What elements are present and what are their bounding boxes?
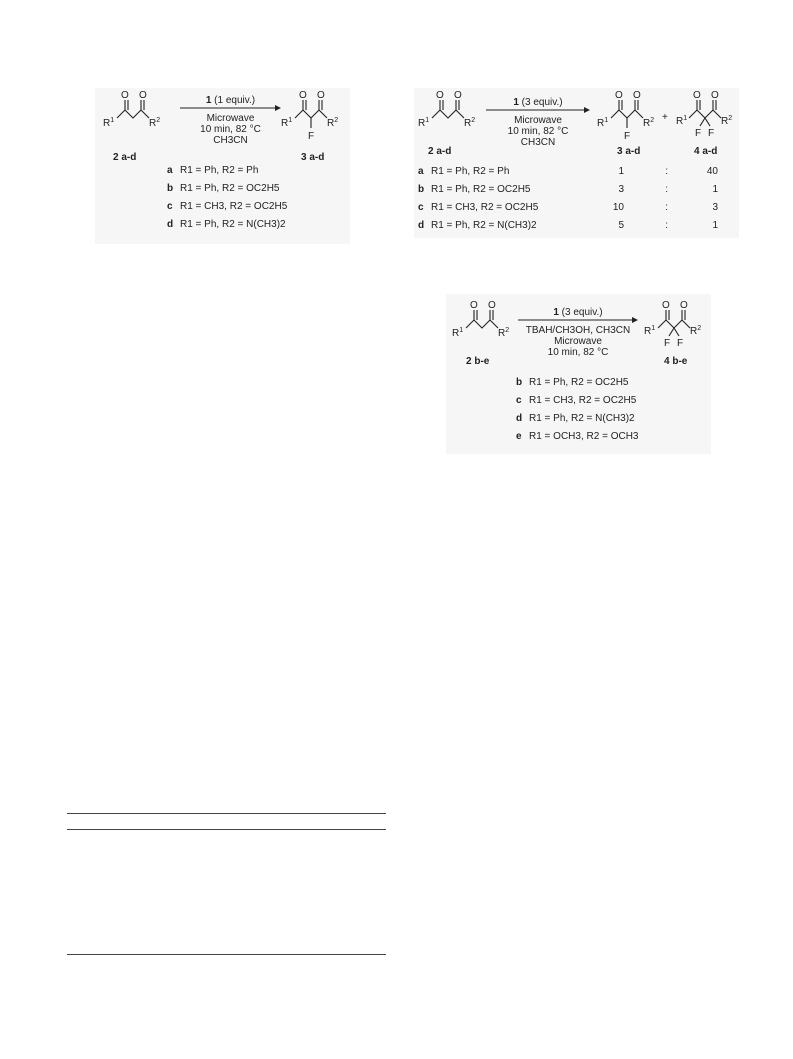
r2-label: $R^2$	[149, 117, 161, 129]
ratio-4: 3	[712, 202, 718, 213]
ratio-3: 10	[612, 202, 624, 213]
r2-label: $R^2$	[721, 115, 733, 127]
scheme-3	[446, 294, 711, 454]
substituent-row: c R1 = CH3, R2 = OC2H5 10 : 3	[418, 199, 734, 217]
oxygen-atom: O	[299, 90, 307, 101]
r1-label: $R^1$	[418, 117, 430, 129]
ratio-separator: :	[665, 220, 668, 231]
ratio-3: 5	[618, 220, 624, 231]
oxygen-atom: O	[317, 90, 325, 101]
ratio-separator: :	[665, 202, 668, 213]
oxygen-atom: O	[470, 300, 478, 311]
oxygen-atom: O	[454, 90, 462, 101]
starting-diketone-2a-d	[103, 90, 160, 129]
substituent-ratio-list	[418, 163, 734, 235]
compound-label-4a-d: 4 a-d	[694, 146, 718, 157]
fluorine-atom: F	[695, 128, 702, 139]
substituent-row: d R1 = Ph, R2 = N(CH3)2	[516, 413, 635, 424]
monofluoro-product-3a-d	[597, 90, 654, 142]
substituent-row: c R1 = CH3, R2 = OC2H5	[167, 201, 288, 212]
condition-line: 10 min, 82 °C	[547, 347, 609, 358]
scheme-1	[95, 88, 350, 244]
condition-line: CH3CN	[520, 137, 556, 148]
oxygen-atom: O	[436, 90, 444, 101]
table-top-rule	[67, 813, 386, 814]
reaction-conditions	[512, 325, 644, 358]
substituent-row: c R1 = CH3, R2 = OC2H5	[516, 395, 637, 406]
fluorine-atom: F	[664, 338, 671, 349]
table-header-rule	[67, 829, 386, 830]
condition-line: Microwave	[554, 336, 602, 347]
compound-label-2b-e: 2 b-e	[466, 356, 490, 367]
oxygen-atom: O	[711, 90, 719, 101]
substituent-row: a R1 = Ph, R2 = Ph 1 : 40	[418, 163, 734, 181]
fluorine-atom: F	[708, 128, 715, 139]
ratio-separator: :	[665, 166, 668, 177]
r1-label: $R^1$	[281, 117, 293, 129]
substituent-list	[516, 374, 638, 446]
substituent-list	[167, 162, 287, 234]
oxygen-atom: O	[139, 90, 147, 101]
reagent-line: 1 (3 equiv.)	[513, 97, 563, 108]
r2-label: $R^2$	[498, 327, 510, 339]
condition-line: TBAH/CH3OH, CH3CN	[525, 325, 631, 336]
substituent-row: d R1 = Ph, R2 = N(CH3)2	[167, 219, 286, 230]
substituent-row: b R1 = Ph, R2 = OC2H5	[167, 183, 280, 194]
substituent-row: e R1 = OCH3, R2 = OCH3	[516, 431, 639, 442]
table-bottom-rule	[67, 954, 386, 955]
r1-label: $R^1$	[103, 117, 115, 129]
condition-line: 10 min, 82 °C	[507, 126, 569, 137]
r1-label: $R^1$	[676, 115, 688, 127]
difluoro-product-4b-e	[644, 300, 701, 349]
substituent-row: a R1 = Ph, R2 = Ph	[167, 165, 259, 176]
oxygen-atom: O	[693, 90, 701, 101]
condition-line: Microwave	[206, 113, 255, 124]
oxygen-atom: O	[662, 300, 670, 311]
substituent-row: b R1 = Ph, R2 = OC2H5 3 : 1	[418, 181, 734, 199]
reagent-line: 1 (3 equiv.)	[553, 307, 603, 318]
fluorine-atom: F	[624, 131, 631, 142]
ratio-4: 1	[712, 184, 718, 195]
r2-label: $R^2$	[643, 117, 655, 129]
reagent-line: 1 (1 equiv.)	[205, 95, 256, 106]
compound-label-3a-d: 3 a-d	[617, 146, 641, 157]
ratio-4: 1	[712, 220, 718, 231]
r2-label: $R^2$	[690, 325, 702, 337]
compound-label-2a-d: 2 a-d	[113, 152, 137, 163]
difluoro-product-4a-d	[676, 90, 732, 139]
compound-label-2a-d: 2 a-d	[428, 146, 452, 157]
reaction-conditions	[170, 113, 291, 146]
fluorine-atom: F	[677, 338, 684, 349]
ratio-separator: :	[665, 184, 668, 195]
oxygen-atom: O	[680, 300, 688, 311]
r1-label: $R^1$	[644, 325, 656, 337]
r1-label: $R^1$	[597, 117, 609, 129]
plus-sign: +	[662, 112, 668, 123]
condition-line: CH3CN	[213, 135, 248, 146]
r2-label: $R^2$	[327, 117, 339, 129]
condition-line: Microwave	[514, 115, 562, 126]
oxygen-atom: O	[121, 90, 129, 101]
condition-line: 10 min, 82 °C	[200, 124, 261, 135]
oxygen-atom: O	[488, 300, 496, 311]
starting-diketone-2a-d	[418, 90, 475, 129]
scheme-2	[414, 88, 739, 238]
substituent-row: d R1 = Ph, R2 = N(CH3)2 5 : 1	[418, 217, 734, 235]
ratio-3: 3	[618, 184, 624, 195]
r1-label: $R^1$	[452, 327, 464, 339]
fluorine-atom: F	[308, 131, 315, 142]
reaction-conditions	[480, 115, 596, 148]
oxygen-atom: O	[615, 90, 623, 101]
oxygen-atom: O	[633, 90, 641, 101]
ratio-4: 40	[706, 166, 718, 177]
substituent-row: b R1 = Ph, R2 = OC2H5	[516, 377, 629, 388]
compound-label-3a-d: 3 a-d	[301, 152, 325, 163]
ratio-3: 1	[618, 166, 624, 177]
starting-diketone-2b-e	[452, 300, 509, 339]
r2-label: $R^2$	[464, 117, 476, 129]
compound-label-4b-e: 4 b-e	[664, 356, 688, 367]
